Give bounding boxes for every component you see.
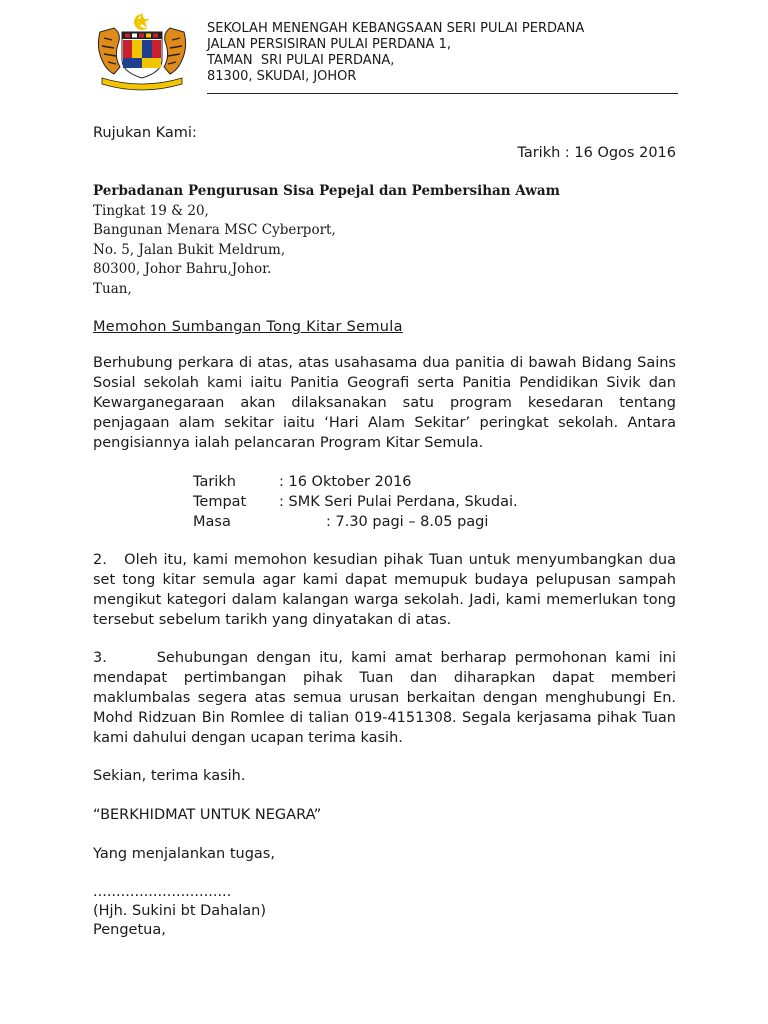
motto: “BERKHIDMAT UNTUK NEGARA” xyxy=(93,807,322,823)
detail-label: Tempat xyxy=(193,494,247,510)
detail-value: : 7.30 pagi – 8.05 pagi xyxy=(326,514,489,530)
coat-of-arms-emblem xyxy=(92,12,192,92)
detail-row xyxy=(193,472,673,492)
school-name: SEKOLAH MENENGAH KEBANGSAAN SERI PULAI PERDANA xyxy=(207,21,585,36)
signature-line: .............................. xyxy=(93,884,232,900)
address-line-1: JALAN PERSISIRAN PULAI PERDANA 1, xyxy=(207,37,451,52)
signoff: Yang menjalankan tugas, xyxy=(93,846,275,862)
letterhead-divider xyxy=(207,93,678,94)
address-line-3: 81300, SKUDAI, JOHOR xyxy=(207,69,357,84)
event-details xyxy=(193,472,673,532)
recipient-block xyxy=(93,182,693,299)
detail-value: : 16 Oktober 2016 xyxy=(279,474,412,490)
signatory-name: (Hjh. Sukini bt Dahalan) xyxy=(93,903,267,919)
signatory-position: Pengetua, xyxy=(93,922,166,938)
detail-row xyxy=(193,512,673,532)
salutation: Tuan, xyxy=(93,280,132,297)
recipient-name: Perbadanan Pengurusan Sisa Pepejal dan Pembersihan Awam xyxy=(93,183,560,199)
detail-label: Tarikh xyxy=(193,474,236,490)
letterhead xyxy=(207,21,584,85)
coat-of-arms-icon xyxy=(92,12,192,92)
recipient-line: Tingkat 19 & 20, xyxy=(93,202,209,219)
recipient-line: 80300, Johor Bahru,Johor. xyxy=(93,261,272,277)
recipient-line: Bangunan Menara MSC Cyberport, xyxy=(93,222,336,238)
body-paragraph-2: 2. Oleh itu, kami memohon kesudian pihak Tuan untuk menyumbangkan dua set tong kitar semula agar kami dapat memupuk budaya pelupusan sampah mengikut kategori dalam kalangan warga sekolah. Jadi, kami memerlukan tong tersebut sebelum tarikh yang dinyatakan di atas. xyxy=(93,552,681,628)
body-paragraph-3: 3. Sehubungan dengan itu, kami amat berharap permohonan kami ini mendapat pertimbangan pihak Tuan dan diharapkan dapat memberi maklumbalas segera atas semua urusan berkaitan dengan menghubungi En. Mohd Ridzuan Bin Romlee di talian 019-4151308. Segala kerjasama pihak Tuan kami dahului dengan ucapan terima kasih. xyxy=(93,650,681,746)
recipient-line: No. 5, Jalan Bukit Meldrum, xyxy=(93,241,286,258)
address-line-2: TAMAN SRI PULAI PERDANA, xyxy=(207,53,395,68)
reference-label: Rujukan Kami: xyxy=(93,125,197,141)
letter-subject: Memohon Sumbangan Tong Kitar Semula xyxy=(93,319,403,335)
letter-date: Tarikh : 16 Ogos 2016 xyxy=(517,145,676,161)
closing-text: Sekian, terima kasih. xyxy=(93,768,246,784)
detail-label: Masa xyxy=(193,514,231,530)
body-paragraph-1: Berhubung perkara di atas, atas usahasama dua panitia di bawah Bidang Sains Sosial sekolah kami iaitu Panitia Geografi serta Panitia Pendidikan Sivik dan Kewarganegaraan akan dilaksanakan satu program kesedaran tentang penjagaan alam sekitar iaitu ‘Hari Alam Sekitar’ peringkat sekolah. Antara pengisiannya ialah pelancaran Program Kitar Semula. xyxy=(93,355,676,451)
detail-row xyxy=(193,492,673,512)
detail-value: : SMK Seri Pulai Perdana, Skudai. xyxy=(279,494,518,510)
